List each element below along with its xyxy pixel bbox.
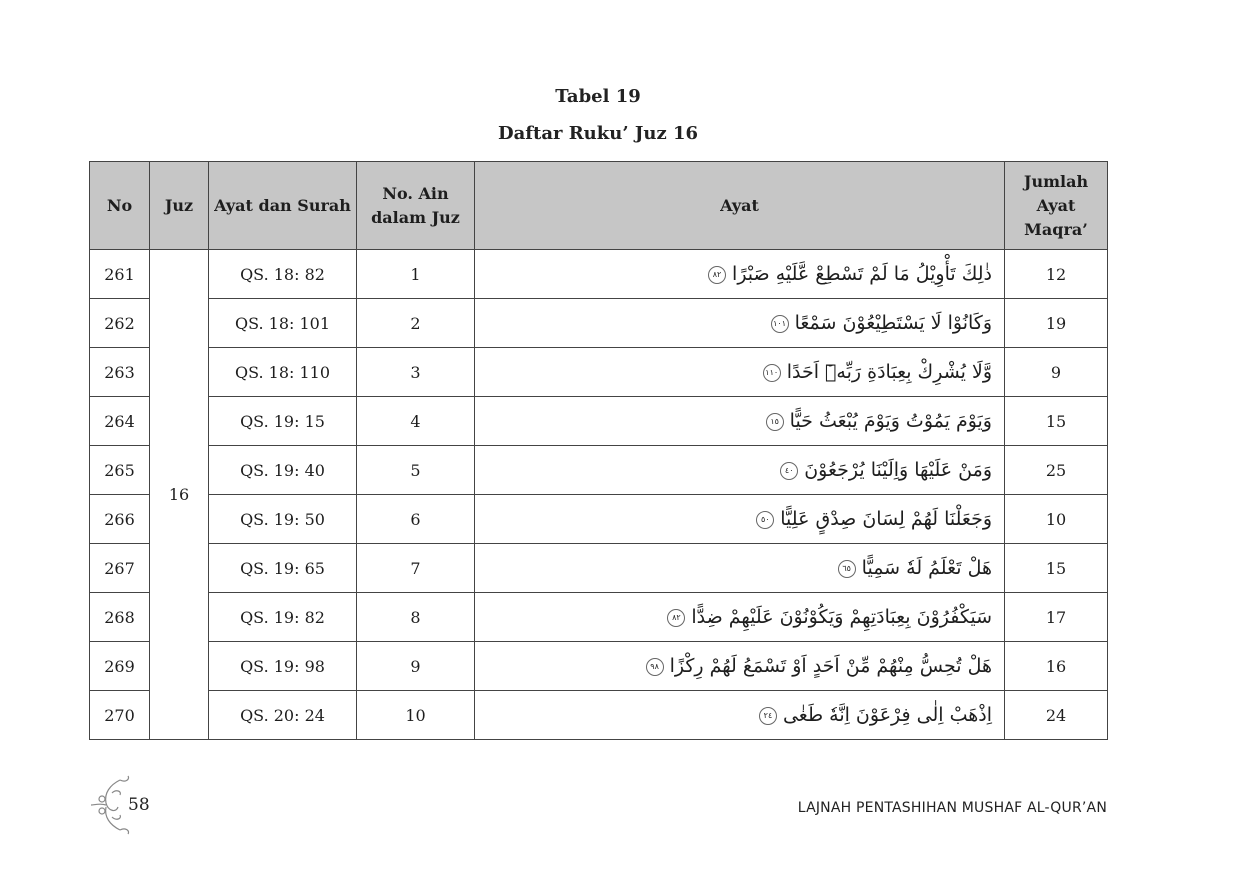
row-ayat <box>475 348 1005 397</box>
row-ayat <box>475 299 1005 348</box>
row-surah: QS. 19: 65 <box>209 544 357 593</box>
ayat-text: ذٰلِكَ تَأْوِيْلُ مَا لَمْ تَسْطِعْ عَّلَيْهِ صَبْرًا <box>732 263 992 285</box>
ayah-number-mark: ١٠١ <box>771 315 789 333</box>
row-no: 265 <box>90 446 150 495</box>
row-no: 261 <box>90 250 150 299</box>
row-no: 269 <box>90 642 150 691</box>
row-ain: 8 <box>357 593 475 642</box>
row-surah: QS. 19: 15 <box>209 397 357 446</box>
header-ayat: Ayat <box>475 162 1005 250</box>
table-row <box>90 397 1108 446</box>
table-row <box>90 250 1108 299</box>
header-jumlah-line1: Jumlah <box>1023 171 1089 191</box>
row-no: 268 <box>90 593 150 642</box>
row-ayat <box>475 691 1005 740</box>
row-jumlah: 19 <box>1005 299 1108 348</box>
row-no: 270 <box>90 691 150 740</box>
header-jumlah <box>1005 162 1108 250</box>
row-ain: 1 <box>357 250 475 299</box>
footer-publisher: LAJNAH PENTASHIHAN MUSHAF AL-QUR’AN <box>797 800 1107 816</box>
ayah-number-mark: ١٥ <box>766 413 784 431</box>
row-no: 263 <box>90 348 150 397</box>
table-body <box>90 250 1108 740</box>
table-row <box>90 446 1108 495</box>
table-row <box>90 544 1108 593</box>
row-ayat <box>475 495 1005 544</box>
row-surah: QS. 19: 50 <box>209 495 357 544</box>
ayat-text: هَلْ تَعْلَمُ لَهٗ سَمِيًّا <box>861 557 992 579</box>
table-subtitle: Daftar Ruku’ Juz 16 <box>497 123 699 144</box>
row-jumlah: 9 <box>1005 348 1108 397</box>
row-jumlah: 10 <box>1005 495 1108 544</box>
header-jumlah-line2: Ayat <box>1036 195 1076 215</box>
ayah-number-mark: ٥٠ <box>756 511 774 529</box>
ayat-text: سَيَكْفُرُوْنَ بِعِبَادَتِهِمْ وَيَكُوْنُوْنَ عَلَيْهِمْ ضِدًّا <box>691 606 992 628</box>
ayat-text: وَيَوْمَ يَمُوْتُ وَيَوْمَ يُبْعَثُ حَيًّا <box>789 410 992 432</box>
ayat-text: اِذْهَبْ اِلٰى فِرْعَوْنَ اِنَّهٗ طَغٰى <box>782 704 992 726</box>
row-no: 262 <box>90 299 150 348</box>
ayah-number-mark: ٨٢ <box>708 266 726 284</box>
header-ayat-surah: Ayat dan Surah <box>209 162 357 250</box>
ruku-table <box>89 161 1108 740</box>
ayat-text: وَّلَا يُشْرِكْ بِعِبَادَةِ رَبِّهٖٓ اَحَدًا <box>786 361 992 383</box>
row-jumlah: 17 <box>1005 593 1108 642</box>
row-surah: QS. 18: 110 <box>209 348 357 397</box>
row-surah: QS. 19: 98 <box>209 642 357 691</box>
row-ain: 6 <box>357 495 475 544</box>
ayah-number-mark: ٦٥ <box>838 560 856 578</box>
header-ain-line1: No. Ain <box>382 183 449 203</box>
row-no: 264 <box>90 397 150 446</box>
row-jumlah: 12 <box>1005 250 1108 299</box>
table-row <box>90 642 1108 691</box>
table-row <box>90 348 1108 397</box>
ayat-text: وَمَنْ عَلَيْهَا وَاِلَيْنَا يُرْجَعُوْنَ <box>804 459 992 481</box>
header-no: No <box>90 162 150 250</box>
table-row <box>90 691 1108 740</box>
row-ayat <box>475 593 1005 642</box>
ayat-text: وَجَعَلْنَا لَهُمْ لِسَانَ صِدْقٍ عَلِيًّا <box>780 508 992 530</box>
ayah-number-mark: ٨٢ <box>667 609 685 627</box>
row-ain: 10 <box>357 691 475 740</box>
ayah-number-mark: ١١٠ <box>763 364 781 382</box>
row-ayat <box>475 397 1005 446</box>
ayah-number-mark: ٢٤ <box>759 707 777 725</box>
row-jumlah: 24 <box>1005 691 1108 740</box>
row-jumlah: 16 <box>1005 642 1108 691</box>
ayat-text: هَلْ تُحِسُّ مِنْهُمْ مِّنْ اَحَدٍ اَوْ تَسْمَعُ لَهُمْ رِكْزًا <box>669 655 992 677</box>
row-ain: 9 <box>357 642 475 691</box>
ayah-number-mark: ٩٨ <box>646 658 664 676</box>
row-surah: QS. 20: 24 <box>209 691 357 740</box>
table-row <box>90 299 1108 348</box>
row-ain: 7 <box>357 544 475 593</box>
table-row <box>90 593 1108 642</box>
row-no: 267 <box>90 544 150 593</box>
row-surah: QS. 18: 82 <box>209 250 357 299</box>
header-ain-line2: dalam Juz <box>371 207 460 227</box>
row-ayat <box>475 544 1005 593</box>
juz-cell: 16 <box>150 250 209 740</box>
page-number: 58 <box>128 795 150 815</box>
row-ain: 4 <box>357 397 475 446</box>
row-ain: 5 <box>357 446 475 495</box>
row-no: 266 <box>90 495 150 544</box>
ayat-text: وَكَانُوْا لَا يَسْتَطِيْعُوْنَ سَمْعًا <box>794 312 992 334</box>
row-surah: QS. 19: 40 <box>209 446 357 495</box>
row-ayat <box>475 642 1005 691</box>
table-row <box>90 495 1108 544</box>
row-ain: 3 <box>357 348 475 397</box>
header-jumlah-line3: Maqra’ <box>1024 219 1088 239</box>
row-ain: 2 <box>357 299 475 348</box>
ayah-number-mark: ٤٠ <box>780 462 798 480</box>
row-surah: QS. 18: 101 <box>209 299 357 348</box>
row-ayat <box>475 250 1005 299</box>
row-jumlah: 15 <box>1005 544 1108 593</box>
table-header-row <box>90 162 1108 250</box>
row-jumlah: 15 <box>1005 397 1108 446</box>
row-surah: QS. 19: 82 <box>209 593 357 642</box>
row-jumlah: 25 <box>1005 446 1108 495</box>
row-ayat <box>475 446 1005 495</box>
header-juz: Juz <box>150 162 209 250</box>
table-title: Tabel 19 <box>555 86 641 107</box>
header-ain <box>357 162 475 250</box>
